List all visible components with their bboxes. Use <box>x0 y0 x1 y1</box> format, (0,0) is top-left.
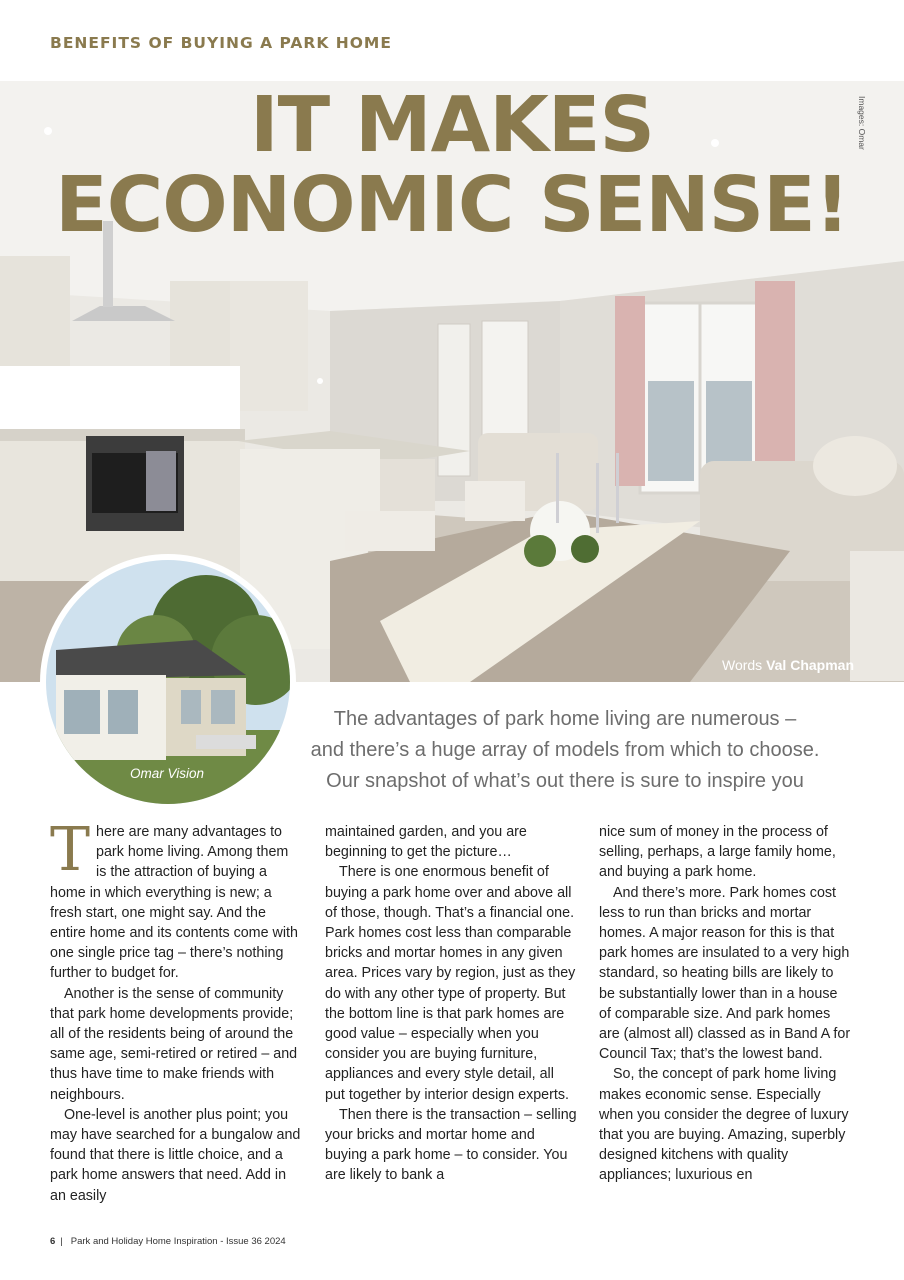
section-label: BENEFITS OF BUYING A PARK HOME <box>50 34 392 52</box>
body-paragraph: So, the concept of park home living makes economic sense. Especially when you consider the degree of luxury that you are buying. Amazing, superbly designed kitchens with quality appliances; luxurious en <box>599 1066 849 1184</box>
image-credit: Images: Omar <box>857 96 867 150</box>
page-footer <box>50 1236 286 1247</box>
byline-prefix: Words <box>721 657 763 673</box>
body-paragraph: There are many advantages to park home living. Among them is the attraction of buying a home in which everything is new; a fresh start, one might say. And the entire home and its contents come with one single price tag – there’s nothing further to budget for. <box>50 815 298 982</box>
headline-line-2: ECONOMIC SENSE! <box>55 161 849 250</box>
publication-name: Park and Holiday Home Inspiration - Issue 36 2024 <box>70 1236 286 1247</box>
byline-author: Val Chapman <box>766 657 854 673</box>
standfirst-line-3: Our snapshot of what’s out there is sure to inspire you <box>326 770 804 792</box>
body-paragraph: Then there is the transaction – selling your bricks and mortar home and buying a park home – to consider. You are likely to bank a <box>325 1106 577 1184</box>
standfirst-line-2: and there’s a huge array of models from which to choose. <box>310 739 820 761</box>
body-column-3 <box>599 822 851 1186</box>
body-paragraph: There is one enormous benefit of buying a park home over and above all of those, though. That’s a financial one. Park homes cost less than comparable bricks and mortar homes in any given area. Prices vary by region, just as they do with any other type of property. But the bottom line is that park homes are good value – especially when you consider you are buying furniture, appliances and every style detail, all put together by interior design experts. <box>325 864 576 1103</box>
body-column-1 <box>50 815 302 1206</box>
article-headline <box>0 81 904 250</box>
body-paragraph: One-level is another plus point; you may have searched for a bungalow and found that there is little choice, and a park home answers that need. Add in an easily <box>50 1106 301 1204</box>
body-paragraph: Another is the sense of community that park home developments provide; all of the residents being of around the same age, semi-retired or retired – and thus have time to make friends with neighbours. <box>50 985 298 1103</box>
footer-separator: | <box>60 1236 63 1247</box>
drop-cap: T <box>50 815 91 885</box>
body-paragraph: nice sum of money in the process of selling, perhaps, a large family home, and buying a park home. <box>599 824 836 881</box>
inset-caption: Omar Vision <box>130 766 205 781</box>
byline <box>722 657 854 673</box>
body-paragraph: maintained garden, and you are beginning to get the picture… <box>325 824 527 861</box>
standfirst <box>270 704 860 797</box>
page-number: 6 <box>50 1236 56 1247</box>
body-paragraph: And there’s more. Park homes cost less to run than bricks and mortar homes. A major reason for this is that park homes are insulated to a very high standard, so heating bills are likely to be substantially lower than in a house of comparable size. And park homes are (almost all) classed as in Band A for Council Tax; that’s the lowest band. <box>599 884 851 1063</box>
headline-line-1: IT MAKES <box>250 81 654 170</box>
body-column-2 <box>325 822 577 1186</box>
standfirst-line-1: The advantages of park home living are numerous – <box>333 708 797 730</box>
